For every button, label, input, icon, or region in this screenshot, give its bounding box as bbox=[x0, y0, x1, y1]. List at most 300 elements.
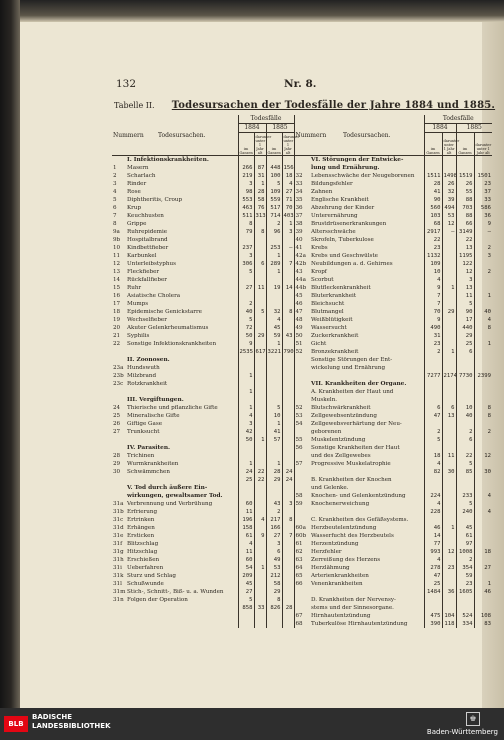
left-value-c: 3 bbox=[266, 540, 282, 548]
right-value-c: 97 bbox=[456, 540, 474, 548]
right-row-number bbox=[294, 428, 310, 436]
right-cause-name: Abzehrung der Kinder bbox=[311, 205, 375, 211]
left-value-a bbox=[238, 444, 254, 452]
left-value-a bbox=[238, 364, 254, 372]
left-value-d: 27 bbox=[282, 188, 294, 196]
right-value-b bbox=[442, 388, 456, 396]
right-row-number: 64 bbox=[294, 564, 310, 572]
right-value-a: 41 bbox=[424, 188, 442, 196]
left-value-a bbox=[238, 492, 254, 500]
left-cause-name: Stich-, Schnitt-, Biß- u. a. Wunden bbox=[127, 589, 224, 595]
right-value-c: 440 bbox=[456, 324, 474, 332]
right-value-d bbox=[474, 332, 492, 340]
right-row-number: 40 bbox=[294, 236, 310, 244]
right-row-number: 51 bbox=[294, 340, 310, 348]
left-value-b bbox=[254, 556, 266, 564]
right-row-number: 34 bbox=[294, 188, 310, 196]
table-row bbox=[112, 620, 492, 628]
left-row-number: 31c bbox=[113, 517, 124, 523]
left-value-c: 1 bbox=[266, 420, 282, 428]
left-value-a: 24 bbox=[238, 468, 254, 476]
right-value-d bbox=[474, 532, 492, 540]
left-value-c bbox=[266, 444, 282, 452]
right-value-b: — bbox=[442, 228, 456, 236]
right-value-b: 39 bbox=[442, 196, 456, 204]
left-row-number: 26 bbox=[113, 421, 121, 427]
right-row-number: 57 bbox=[294, 460, 310, 468]
left-value-a: 45 bbox=[238, 580, 254, 588]
left-value-a: 42 bbox=[238, 428, 254, 436]
header-todesfaelle-right: Todesfälle bbox=[424, 115, 492, 124]
right-row-number bbox=[294, 516, 310, 524]
left-value-b bbox=[254, 492, 266, 500]
table-row bbox=[112, 412, 492, 420]
right-row-number: 37 bbox=[294, 212, 310, 220]
left-value-d bbox=[282, 460, 294, 468]
left-value-b: 5 bbox=[254, 308, 266, 316]
left-value-a: 3 bbox=[238, 420, 254, 428]
right-value-d bbox=[474, 236, 492, 244]
left-cause-name: II. Zoonosen. bbox=[127, 357, 170, 363]
left-row-number: 3 bbox=[113, 181, 117, 187]
right-value-a bbox=[424, 420, 442, 428]
right-value-a: 228 bbox=[424, 508, 442, 516]
right-value-a: 1511 bbox=[424, 172, 442, 180]
left-cause-name bbox=[126, 620, 238, 628]
right-row-number: 49 bbox=[294, 324, 310, 332]
right-value-a: 4 bbox=[424, 460, 442, 468]
left-value-b bbox=[254, 268, 266, 276]
right-value-d: 23 bbox=[474, 180, 492, 188]
right-value-b bbox=[442, 156, 456, 165]
left-value-c: 100 bbox=[266, 172, 282, 180]
right-value-b bbox=[442, 268, 456, 276]
right-row-number: 53 bbox=[294, 412, 310, 420]
right-cause-name: Blutmangel bbox=[311, 309, 344, 315]
right-value-c: 122 bbox=[456, 260, 474, 268]
left-value-d bbox=[282, 508, 294, 516]
right-value-b bbox=[442, 356, 456, 364]
left-row-number: 25 bbox=[113, 413, 121, 419]
right-value-c bbox=[456, 388, 474, 396]
left-row-number: 31e bbox=[113, 533, 124, 539]
table-row bbox=[112, 356, 492, 364]
left-row-number: 4 bbox=[113, 189, 117, 195]
left-value-c: 109 bbox=[266, 188, 282, 196]
left-cause-name: Hundswuth bbox=[127, 365, 160, 371]
right-value-a: 109 bbox=[424, 260, 442, 268]
right-cause-name: Bluterkrankheit bbox=[311, 293, 357, 299]
right-row-number: 65 bbox=[294, 572, 310, 580]
left-value-c: 826 bbox=[266, 604, 282, 612]
right-value-d bbox=[474, 420, 492, 428]
right-value-b bbox=[442, 596, 456, 604]
right-cause-name: VI. Störungen der Entwicke- bbox=[311, 157, 404, 163]
table-row bbox=[112, 596, 492, 604]
right-value-c: 703 bbox=[456, 204, 474, 212]
right-value-d bbox=[474, 460, 492, 468]
table-row bbox=[112, 508, 492, 516]
right-value-a: 490 bbox=[424, 324, 442, 332]
right-value-d: 1 bbox=[474, 580, 492, 588]
left-cause-name bbox=[126, 388, 238, 396]
left-value-a: 158 bbox=[238, 524, 254, 532]
right-value-d bbox=[474, 572, 492, 580]
right-value-a: 560 bbox=[424, 204, 442, 212]
right-value-d: 2 bbox=[474, 244, 492, 252]
right-cause-name: Wasserfucht des Herzbeutels bbox=[311, 533, 394, 539]
header-col-a: im Ganzen bbox=[238, 133, 254, 156]
right-value-d bbox=[474, 484, 492, 492]
table-row bbox=[112, 388, 492, 396]
left-cause-name: Thierische und pflanzliche Gifte bbox=[127, 405, 218, 411]
right-cause-name: Knochenerweichung bbox=[311, 501, 370, 507]
left-value-c bbox=[266, 612, 282, 620]
left-value-d bbox=[282, 620, 294, 628]
left-value-c: 10 bbox=[266, 412, 282, 420]
right-cause-name: Progressive Muskelatrophie bbox=[311, 461, 391, 467]
table-row bbox=[112, 164, 492, 172]
right-row-number: 44a bbox=[294, 276, 310, 284]
right-row-number: 42a bbox=[294, 252, 310, 260]
right-row-number: 54 bbox=[294, 420, 310, 428]
right-value-a: 77 bbox=[424, 540, 442, 548]
right-cause-name: Hirnhautentzündung bbox=[311, 613, 371, 619]
left-value-c: 559 bbox=[266, 196, 282, 204]
right-cause-name: Bildungsfehler bbox=[311, 181, 353, 187]
left-row-number: 31l bbox=[113, 581, 122, 587]
right-value-b: 36 bbox=[442, 588, 456, 596]
right-value-a: 2 bbox=[424, 428, 442, 436]
left-value-d bbox=[282, 364, 294, 372]
right-value-d: 83 bbox=[474, 620, 492, 628]
left-row-number: 16 bbox=[113, 293, 121, 299]
right-value-a: 1484 bbox=[424, 588, 442, 596]
left-row-number bbox=[112, 156, 126, 165]
right-value-d: 108 bbox=[474, 612, 492, 620]
right-value-a bbox=[424, 516, 442, 524]
right-value-b bbox=[442, 428, 456, 436]
left-value-a bbox=[238, 452, 254, 460]
right-value-b bbox=[442, 492, 456, 500]
right-value-c: 524 bbox=[456, 612, 474, 620]
left-row-number: 1 bbox=[113, 165, 117, 171]
left-value-d bbox=[282, 324, 294, 332]
left-value-b bbox=[254, 380, 266, 388]
left-cause-name: Syphilis bbox=[127, 333, 150, 339]
left-value-b bbox=[254, 444, 266, 452]
left-value-a bbox=[238, 380, 254, 388]
table-row bbox=[112, 452, 492, 460]
left-value-b bbox=[254, 324, 266, 332]
left-value-a: 27 bbox=[238, 588, 254, 596]
left-value-b bbox=[254, 364, 266, 372]
right-cause-name: Venenkrankheiten bbox=[311, 581, 363, 587]
left-value-c: 8 bbox=[266, 596, 282, 604]
left-cause-name: IV. Parasiten. bbox=[127, 445, 171, 451]
left-cause-name: Keuchhusten bbox=[127, 213, 164, 219]
table-row bbox=[112, 524, 492, 532]
coat-of-arms-icon: ♚ bbox=[466, 712, 480, 726]
right-row-number: 67 bbox=[294, 612, 310, 620]
left-value-d: 790 bbox=[283, 349, 294, 355]
left-value-d bbox=[282, 564, 294, 572]
left-value-c: 57 bbox=[266, 436, 282, 444]
right-value-b bbox=[442, 556, 456, 564]
right-value-d: 1501 bbox=[474, 172, 492, 180]
right-cause-name bbox=[310, 468, 424, 476]
left-row-number: 14 bbox=[113, 277, 121, 283]
left-row-number: 31g bbox=[113, 549, 124, 555]
left-value-b bbox=[254, 340, 266, 348]
right-row-number: 45 bbox=[294, 292, 310, 300]
right-value-c: 29 bbox=[456, 332, 474, 340]
table-row bbox=[112, 316, 492, 324]
left-value-a: 1 bbox=[238, 404, 254, 412]
left-value-d bbox=[282, 436, 294, 444]
left-row-number: 24 bbox=[113, 405, 121, 411]
right-cause-name: Herzfehler bbox=[311, 549, 342, 555]
left-value-b bbox=[254, 588, 266, 596]
right-value-a: 993 bbox=[424, 548, 442, 556]
left-value-d bbox=[282, 340, 294, 348]
left-value-b bbox=[254, 396, 266, 404]
left-value-c bbox=[266, 300, 282, 308]
left-value-b bbox=[254, 244, 266, 252]
left-value-c bbox=[266, 292, 282, 300]
right-value-a: 46 bbox=[424, 524, 442, 532]
right-value-b bbox=[442, 252, 456, 260]
left-value-d bbox=[282, 316, 294, 324]
left-value-c bbox=[266, 492, 282, 500]
right-row-number: 33 bbox=[294, 180, 310, 188]
right-row-number bbox=[294, 156, 310, 165]
left-value-c: 29 bbox=[266, 588, 282, 596]
left-value-b: 31 bbox=[254, 172, 266, 180]
left-value-b: 29 bbox=[254, 332, 266, 340]
right-value-b bbox=[442, 164, 456, 172]
table-row bbox=[112, 580, 492, 588]
right-value-b bbox=[442, 276, 456, 284]
left-row-number: 13 bbox=[113, 269, 121, 275]
left-value-a: 61 bbox=[238, 532, 254, 540]
right-cause-name: Herzentzündung bbox=[311, 541, 359, 547]
table-row bbox=[112, 212, 492, 220]
left-value-c bbox=[266, 396, 282, 404]
left-value-b bbox=[254, 620, 266, 628]
left-value-c: 32 bbox=[266, 308, 282, 316]
left-row-number bbox=[112, 356, 126, 364]
right-cause-name: Wassersucht bbox=[311, 325, 347, 331]
left-cause-name: Rückfallfieber bbox=[127, 277, 167, 283]
right-cause-name: geborenen bbox=[311, 429, 342, 435]
right-value-c: 1195 bbox=[456, 252, 474, 260]
left-value-c: 6 bbox=[266, 548, 282, 556]
header-col-b: darunter unter 1 Jahr alt bbox=[254, 133, 266, 156]
left-value-c: 45 bbox=[266, 324, 282, 332]
left-value-d: 71 bbox=[282, 196, 294, 204]
right-row-number bbox=[294, 356, 310, 364]
left-cause-name: Schußwunde bbox=[127, 581, 164, 587]
left-value-d bbox=[282, 612, 294, 620]
right-value-c bbox=[456, 364, 474, 372]
left-cause-name: Grippe bbox=[127, 221, 147, 227]
right-value-d bbox=[474, 444, 492, 452]
right-cause-name: Bronzekrankheit bbox=[311, 349, 359, 355]
left-value-a: 60 bbox=[238, 556, 254, 564]
left-value-c: 289 bbox=[266, 260, 282, 268]
left-cause-name: Erhängen bbox=[127, 525, 155, 531]
right-value-a bbox=[424, 476, 442, 484]
right-value-c: 25 bbox=[456, 340, 474, 348]
right-value-d: 4 bbox=[474, 316, 492, 324]
left-value-d: 18 bbox=[282, 172, 294, 180]
right-value-c: 26 bbox=[456, 180, 474, 188]
right-value-a: 31 bbox=[424, 332, 442, 340]
right-value-b bbox=[442, 396, 456, 404]
header-nummern-left: Nummern bbox=[112, 115, 126, 156]
right-row-number: 32 bbox=[294, 172, 310, 180]
right-cause-name: Blutfleckenkrankheit bbox=[311, 285, 371, 291]
table-row bbox=[112, 348, 492, 356]
right-value-d: 2 bbox=[474, 268, 492, 276]
left-value-d: 14 bbox=[282, 284, 294, 292]
left-value-d bbox=[282, 396, 294, 404]
right-value-b bbox=[442, 604, 456, 612]
left-cause-name: Karbunkel bbox=[127, 253, 157, 259]
right-cause-name: Unterernährung bbox=[311, 213, 358, 219]
left-cause-name: Ruhr bbox=[127, 285, 142, 291]
right-value-c: 13 bbox=[456, 284, 474, 292]
table-row bbox=[112, 404, 492, 412]
right-cause-name: und Gelenke. bbox=[311, 485, 349, 491]
left-row-number bbox=[112, 476, 126, 484]
left-row-number: 10 bbox=[113, 245, 121, 251]
left-value-c: 217 bbox=[266, 516, 282, 524]
left-value-b bbox=[254, 412, 266, 420]
left-value-d bbox=[282, 596, 294, 604]
right-row-number: 42b bbox=[294, 260, 310, 268]
left-value-a bbox=[238, 484, 254, 492]
right-value-d bbox=[474, 380, 492, 388]
left-value-c: 5 bbox=[266, 404, 282, 412]
header-year-1885-right: 1885 bbox=[456, 124, 492, 133]
table-row bbox=[112, 260, 492, 268]
left-value-b bbox=[254, 220, 266, 228]
left-cause-name bbox=[126, 348, 238, 356]
left-value-a: 3 bbox=[238, 180, 254, 188]
left-value-d bbox=[282, 524, 294, 532]
table-label: Tabelle II. bbox=[114, 101, 155, 110]
right-value-b bbox=[442, 332, 456, 340]
right-value-d bbox=[474, 156, 492, 165]
right-value-c: 55 bbox=[456, 188, 474, 196]
right-value-a: 4 bbox=[424, 276, 442, 284]
right-value-d bbox=[474, 364, 492, 372]
left-row-number bbox=[112, 620, 126, 628]
left-value-a: 40 bbox=[238, 308, 254, 316]
right-row-number: 56 bbox=[294, 444, 310, 452]
left-value-b bbox=[254, 580, 266, 588]
right-value-d bbox=[474, 516, 492, 524]
left-value-d bbox=[282, 268, 294, 276]
left-value-c bbox=[266, 380, 282, 388]
left-row-number: 31a bbox=[113, 501, 124, 507]
left-cause-name: Rinder bbox=[127, 181, 147, 187]
right-value-a: 10 bbox=[424, 268, 442, 276]
right-value-a: 2917 bbox=[424, 228, 442, 236]
left-cause-name: Sturz und Schlag bbox=[127, 573, 176, 579]
right-value-b: 13 bbox=[442, 412, 456, 420]
left-cause-name: Kindbettfieber bbox=[127, 245, 169, 251]
right-value-c bbox=[456, 596, 474, 604]
right-row-number bbox=[294, 452, 310, 460]
left-cause-name: Ertrinken bbox=[127, 517, 155, 523]
right-cause-name: Blutschwärkrankheit bbox=[311, 405, 371, 411]
left-value-c bbox=[266, 452, 282, 460]
left-value-a: 3 bbox=[238, 252, 254, 260]
right-cause-name: B. Krankheiten der Knochen bbox=[311, 477, 392, 483]
table-row bbox=[112, 252, 492, 260]
right-value-c bbox=[456, 164, 474, 172]
right-row-number: 47 bbox=[294, 308, 310, 316]
left-value-a: 72 bbox=[238, 324, 254, 332]
right-value-c: 45 bbox=[456, 524, 474, 532]
right-value-a: 224 bbox=[424, 492, 442, 500]
right-value-a: 5 bbox=[424, 436, 442, 444]
header-todesursachen-right: Todesursachen. bbox=[310, 115, 424, 156]
left-value-c: 96 bbox=[266, 228, 282, 236]
right-value-c bbox=[456, 380, 474, 388]
left-value-c: 1 bbox=[266, 340, 282, 348]
left-cause-name: Verbrennung und Verbrühung bbox=[127, 501, 213, 507]
right-value-c: 1008 bbox=[456, 548, 474, 556]
right-value-a: 70 bbox=[424, 308, 442, 316]
left-value-a: 8 bbox=[238, 220, 254, 228]
left-value-b: 4 bbox=[254, 516, 266, 524]
left-value-c: 58 bbox=[266, 580, 282, 588]
right-value-c: 11 bbox=[456, 292, 474, 300]
table-row bbox=[112, 188, 492, 196]
right-value-a: 4 bbox=[424, 500, 442, 508]
left-cause-name: III. Vergiftungen. bbox=[127, 397, 184, 403]
right-value-b bbox=[442, 476, 456, 484]
left-value-b bbox=[254, 500, 266, 508]
right-cause-name: Weißblütigkeit bbox=[311, 317, 353, 323]
right-row-number: 35 bbox=[294, 196, 310, 204]
right-value-c bbox=[456, 396, 474, 404]
right-value-b: 494 bbox=[442, 204, 456, 212]
left-value-b: 87 bbox=[254, 164, 266, 172]
left-row-number: 23b bbox=[113, 373, 124, 379]
right-value-c: 59 bbox=[456, 572, 474, 580]
left-value-d bbox=[282, 588, 294, 596]
left-value-d bbox=[282, 492, 294, 500]
right-value-b bbox=[442, 420, 456, 428]
left-value-a: 5 bbox=[238, 596, 254, 604]
right-value-d bbox=[474, 276, 492, 284]
table-row bbox=[112, 444, 492, 452]
left-value-a bbox=[238, 292, 254, 300]
right-cause-name: Zellgewebsentzündung bbox=[311, 413, 377, 419]
left-cause-name: Folgen der Operation bbox=[127, 597, 188, 603]
right-value-c: 22 bbox=[456, 236, 474, 244]
right-row-number bbox=[294, 388, 310, 396]
right-row-number: 43 bbox=[294, 268, 310, 276]
right-cause-name: VII. Krankheiten der Organe. bbox=[311, 381, 407, 387]
left-value-b bbox=[254, 292, 266, 300]
right-value-d bbox=[474, 388, 492, 396]
